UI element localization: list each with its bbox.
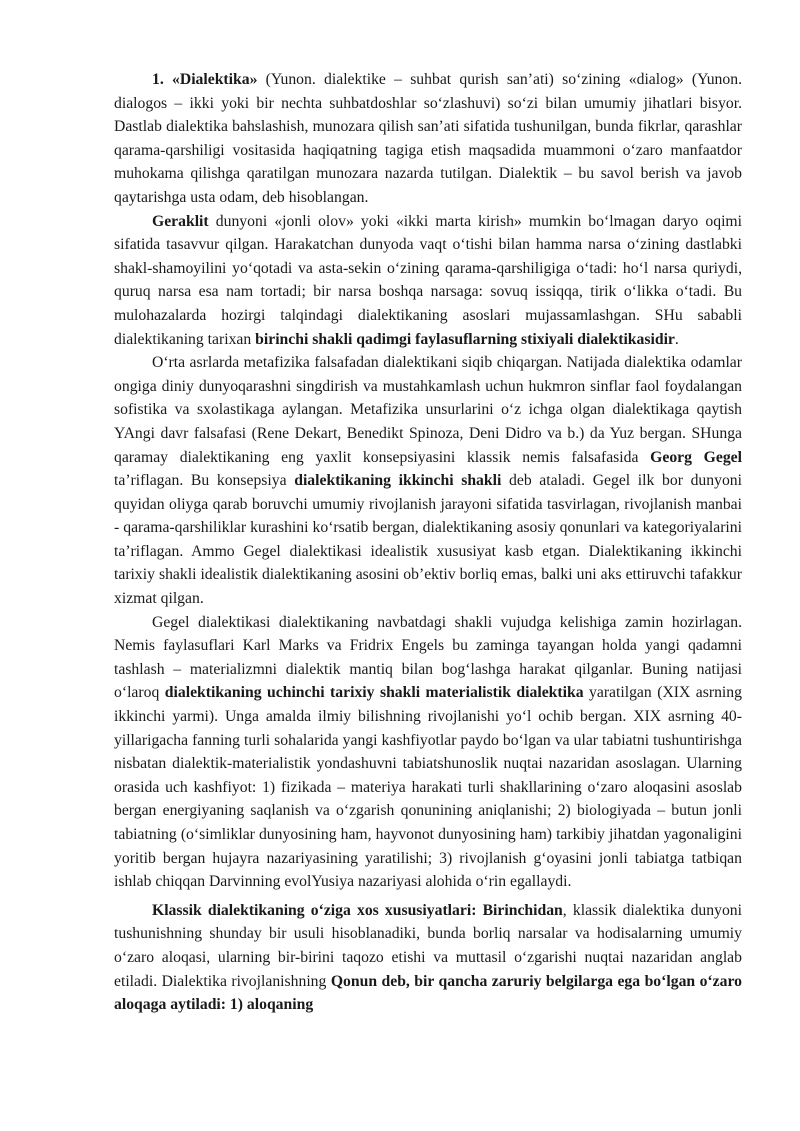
paragraph-classic-features (114, 899, 742, 1017)
term-georg-gegel: Georg Gegel (650, 448, 742, 466)
paragraph-text: yaratilgan (XIX asrning ikkinchi yarmi). Unga amalda ilmiy bilishning rivojlanishi yo‘l ochib bergan. XIX asrning 40-yillarigacha fanning turli sohalarida yangi kashfiyotlar paydo bo‘lgan va ular tabiatni tushuntirishga nisbatan dialektik-materialistik yondashuvni tabiatshunoslik nuqtai nazaridan asoslagan. Ularning orasida uch kashfiyot: 1) fizikada – materiya harakati turli shakllarining o‘zaro aloqasini asoslab bergan energiyaning saqlanish va o‘zgarish qonunining aniqlanishi; 2) biologiyada – butun jonli tabiatning (o‘simliklar dunyosining ham, hayvonot dunyosining ham) tarkibiy jihatdan yagonaligini yoritib bergan hujayra nazariyasining yaratilishi; 3) rivojlanish g‘oyasini jonli tabiatga tatbiqan ishlab chiqqan Darvinning evolYusiya nazariyasi alohida o‘rin egallaydi. (114, 684, 742, 891)
paragraph-dialektika-definition (114, 68, 742, 210)
term-geraklit: Geraklit (152, 212, 209, 230)
paragraph-geraklit (114, 210, 742, 352)
section-number: 1. (152, 71, 173, 88)
paragraph-text: deb ataladi. Gegel ilk bor dunyoni quyidan oliyga qarab boruvchi umumiy rivojlanish jarayoni sifatida tasvirlagan, rivojlanish manbai - qarama-qarshiliklar kurashini ko‘rsatib bergan, dialektikaning asosiy qonunlari va kategoriyalarini ta’riflagan. Ammo Gegel dialektikasi idealistik xususiyat kasb etgan. Dialektikaning ikkinchi tarixiy shakli idealistik dialektikaning asosini ob’ektiv borliq emas, balki uni aks ettiruvchi tafakkur xizmat qilgan. (114, 472, 742, 608)
paragraph-text: Gegel dialektikasi dialektikaning navbatdagi shakli vujudga kelishiga zamin hozirlagan. Nemis faylasuflari Karl Marks va Fridrix Engels bu zaminga tayangan holda yangi qadamni tashlash – materializmni dialektik mantiq bilan bog‘lashga harakat qilganlar. Buning natijasi o‘laroq (114, 613, 742, 702)
paragraph-text: , klassik dialektika dunyoni tushunishning shunday bir usuli hisoblanadiki, bunda borliq narsalar va hodisalarning umumiy o‘zaro aloqasi, ularning bir-birini taqozo etishi va muttasil o‘zgarishi nuqtai nazaridan anglab etiladi. Dialektika rivojlanishning (114, 901, 742, 990)
emphasis-second-form: dialektikaning ikkinchi shakli (294, 472, 502, 490)
paragraph-text: (Yunon. dialektike – suhbat qurish san’ati) so‘zining «dialog» (Yunon. dialogos – ikki yoki bir nechta suhbatdoshlar so‘zlashuvi) so‘zi bilan umumiy jihatlari bisyor. Dastlab dialektika bahslashish, munozara qilish san’ati sifatida tushunilgan, bunda fikrlar, qarashlar qarama-qarshiligi vositasida haqiqatning tagiga etish maqsadida muammoni o‘zaro manfaatdor muhokama qilishga qaratilgan munozara nazarda tutilgan. Dialektik – bu savol berish va javob qaytarishga usta odam, deb hisoblangan. (114, 71, 743, 206)
term-dialektika: «Dialektika» (172, 71, 258, 88)
paragraph-text: dunyoni «jonli olov» yoki «ikki marta kirish» mumkin bo‘lmagan daryo oqimi sifatida tasavvur qilgan. Harakatchan dunyoda vaqt o‘tishi bilan hamma narsa o‘zining dastlabki shakl-shamoyilini yo‘qotadi va asta-sekin o‘zining qarama-qarshiligiga o‘tadi: ho‘l narsa quriydi, quruq narsa esa nam tortadi; bir narsa boshqa narsaga: sovuq issiqqa, tirik o‘likka o‘tadi. Bu mulohazalarda hozirgi talqindagi dialektikaning asoslari mujassamlashgan. SHu sababli dialektikaning tarixan (114, 212, 742, 348)
paragraph-text: ta’riflagan. Bu konsepsiya (114, 472, 295, 490)
paragraph-middle-ages-gegel (114, 351, 742, 611)
emphasis-first-form: birinchi shakli qadimgi faylasuflarning stixiyali dialektikasidir (255, 330, 675, 348)
paragraph-text: . (674, 330, 679, 348)
heading-classic-features: Klassik dialektikaning o‘ziga xos xususiyatlari: Birinchidan (152, 901, 563, 919)
emphasis-third-form: dialektikaning uchinchi tarixiy shakli materialistik dialektika (164, 684, 584, 702)
paragraph-text: O‘rta asrlarda metafizika falsafadan dialektikani siqib chiqargan. Natijada dialektika odamlar ongiga diniy dunyoqarashni singdirish va mustahkamlash uchun hukmron sinflar faol foydalangan sofistika va sxolastikaga aylangan. Metafizika unsurlarini o‘z ichga olgan dialektikaga qaytish YAngi davr falsafasi (Rene Dekart, Benedikt Spinoza, Deni Didro va b.) da Yuz bergan. SHunga qaramay dialektikaning eng yaxlit konsepsiyasini klassik nemis falsafasida (114, 354, 742, 466)
paragraph-materialist-dialectics (114, 611, 742, 894)
emphasis-law-definition: Qonun deb, bir qancha zaruriy belgilarga ega bo‘lgan o‘zaro aloqaga aytiladi: 1) aloqaning (114, 972, 742, 1014)
document-page (114, 68, 742, 1022)
